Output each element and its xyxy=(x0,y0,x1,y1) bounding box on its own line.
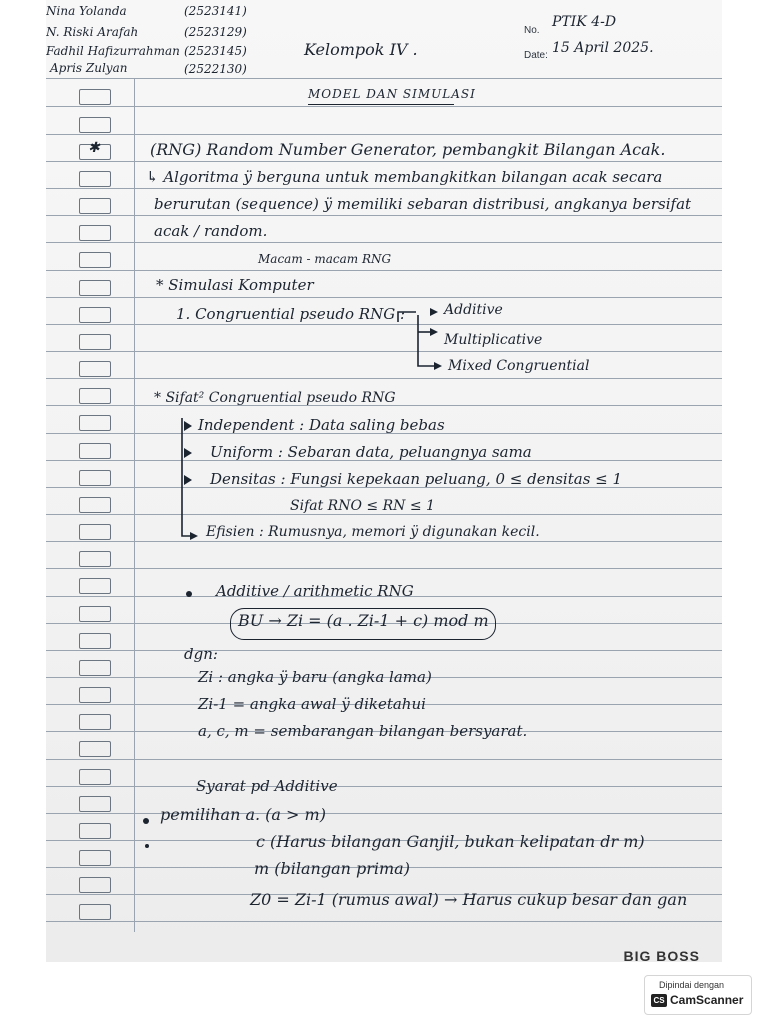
note-line: berurutan (sequence) ÿ memiliki sebaran distribusi, angkanya bersifat xyxy=(154,195,692,213)
camscanner-badge xyxy=(644,975,752,1015)
list-item: Additive xyxy=(444,302,503,318)
note-line: dgn: xyxy=(184,645,218,663)
requirement: pemilihan a. (a > m) xyxy=(160,805,326,824)
requirement: Z0 = Zi-1 (rumus awal) → Harus cukup besar dan gan xyxy=(250,890,688,909)
list-item: Uniform : Sebaran data, peluangnya sama xyxy=(210,443,532,461)
student-name: Apris Zulyan xyxy=(50,61,128,75)
no-label: No. xyxy=(524,25,540,36)
section-heading: * Sifat² Congruential pseudo RNG xyxy=(154,390,396,406)
formula: BU → Zi = (a . Zi-1 + c) mod m xyxy=(238,611,489,630)
student-id: (2522130) xyxy=(184,62,247,76)
section-heading: Macam - macam RNG xyxy=(258,252,392,266)
star-mark-icon: ✱ xyxy=(88,140,100,156)
requirement: m (bilangan prima) xyxy=(254,859,410,878)
list-item: Multiplicative xyxy=(444,332,543,348)
student-name: Nina Yolanda xyxy=(46,4,127,18)
camscanner-logo-icon: CS xyxy=(651,994,667,1007)
list-item: Densitas : Fungsi kepekaan peluang, 0 ≤ densitas ≤ 1 xyxy=(210,470,623,488)
note-line: ↳ Algoritma ÿ berguna untuk membangkitkan bilangan acak secara xyxy=(146,168,663,186)
definition: Zi : angka ÿ baru (angka lama) xyxy=(198,668,432,686)
group-label: Kelompok IV . xyxy=(304,40,418,59)
student-name: Fadhil Hafizurrahman xyxy=(46,44,180,58)
note-line: acak / random. xyxy=(154,222,268,240)
student-id: (2523141) xyxy=(184,4,247,18)
section-heading: Syarat pd Additive xyxy=(196,777,338,795)
scanned-label: Dipindai dengan xyxy=(659,980,725,990)
definition: a, c, m = sembarangan bilangan bersyarat. xyxy=(198,722,528,740)
requirement: c (Harus bilangan Ganjil, bukan kelipatan dr m) xyxy=(256,832,645,851)
list-item: Sifat RNO ≤ RN ≤ 1 xyxy=(290,498,435,514)
student-id: (2523129) xyxy=(184,25,247,39)
definition: Zi-1 = angka awal ÿ diketahui xyxy=(198,695,426,713)
section-heading: Additive / arithmetic RNG xyxy=(216,582,414,600)
page-title: MODEL DAN SIMULASI xyxy=(308,87,476,101)
student-name: N. Riski Arafah xyxy=(46,25,139,39)
list-item: Efisien : Rumusnya, memori ÿ digunakan kecil. xyxy=(206,524,540,540)
student-id: (2523145) xyxy=(184,44,247,58)
notebook-page xyxy=(46,0,722,962)
class-code: PTIK 4-D xyxy=(552,14,617,30)
date-label: Date: xyxy=(524,50,548,61)
note-line: (RNG) Random Number Generator, pembangkit Bilangan Acak. xyxy=(150,140,666,159)
paper-brand-logo: BIG BOSS xyxy=(623,948,700,964)
camscanner-name: CamScanner xyxy=(670,993,744,1007)
note-line: 1. Congruential pseudo RNG : xyxy=(176,305,406,323)
list-item: Independent : Data saling bebas xyxy=(198,416,445,434)
bracket-arrows xyxy=(46,0,722,962)
date-value: 15 April 2025. xyxy=(552,40,654,56)
list-item: Mixed Congruential xyxy=(448,358,590,374)
section-heading: * Simulasi Komputer xyxy=(156,276,314,294)
